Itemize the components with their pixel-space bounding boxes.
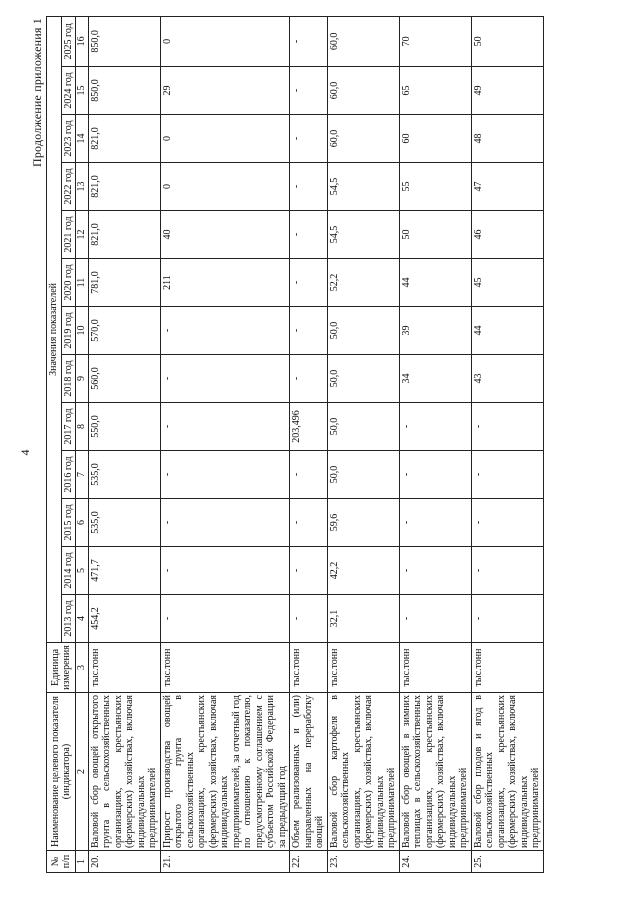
indicator-value: 50,0 <box>327 451 399 499</box>
table-header <box>47 16 89 872</box>
indicator-value: - <box>160 451 290 499</box>
column-number: 14 <box>76 115 89 163</box>
indicator-value: 570,0 <box>88 307 160 355</box>
indicator-value: 65 <box>399 67 471 115</box>
column-number: 5 <box>76 547 89 595</box>
indicator-value: 32,1 <box>327 595 399 643</box>
column-number: 16 <box>76 16 89 66</box>
indicator-value: 0 <box>160 163 290 211</box>
indicator-value: 29 <box>160 67 290 115</box>
indicator-value: 821,0 <box>88 115 160 163</box>
indicator-value: 70 <box>399 16 471 66</box>
indicator-value: - <box>160 355 290 403</box>
indicator-value: 850,0 <box>88 16 160 66</box>
indicator-value: 39 <box>399 307 471 355</box>
indicator-value: - <box>399 547 471 595</box>
indicator-value: - <box>290 499 328 547</box>
header-year: 2013 год <box>61 595 76 643</box>
indicator-value: 50,0 <box>327 403 399 451</box>
indicator-value: 40 <box>160 211 290 259</box>
indicator-value: 42,2 <box>327 547 399 595</box>
indicator-value: - <box>471 451 543 499</box>
indicator-value: 471,7 <box>88 547 160 595</box>
header-year: 2021 год <box>61 211 76 259</box>
indicator-value: 211 <box>160 259 290 307</box>
indicator-unit: тыс.тонн <box>160 643 290 693</box>
indicator-value: 781,0 <box>88 259 160 307</box>
header-year: 2020 год <box>61 259 76 307</box>
header-year: 2015 год <box>61 499 76 547</box>
indicator-value: 60,0 <box>327 16 399 66</box>
column-number: 8 <box>76 403 89 451</box>
header-year: 2022 год <box>61 163 76 211</box>
column-number: 4 <box>76 595 89 643</box>
indicator-value: 60 <box>399 115 471 163</box>
indicator-value: 850,0 <box>88 67 160 115</box>
column-number: 12 <box>76 211 89 259</box>
header-year: 2016 год <box>61 451 76 499</box>
column-number: 3 <box>76 643 89 693</box>
indicator-value: - <box>290 355 328 403</box>
row-number: 23. <box>327 851 399 873</box>
indicator-name: Прирост производства овощей открытого грунта в сельскохозяйственных организациях, крестьянских (фермерских) хозяйствах, включая индивидуальных предпринимателей, за отчетный год по отношению к показателю, предусмотренному соглашением с субъектом Российской Федерации за предыдущий год <box>160 693 290 851</box>
indicator-value: 34 <box>399 355 471 403</box>
indicator-value: - <box>290 259 328 307</box>
indicator-value: - <box>160 547 290 595</box>
indicators-table <box>46 16 544 873</box>
indicator-value: 54,5 <box>327 163 399 211</box>
column-numbers-row <box>76 16 89 872</box>
indicator-value: - <box>160 403 290 451</box>
indicator-value: 60,0 <box>327 115 399 163</box>
header-year: 2018 год <box>61 355 76 403</box>
indicator-value: 44 <box>471 307 543 355</box>
indicator-value: 52,2 <box>327 259 399 307</box>
header-name: Наименование целевого показателя (индикатора) <box>47 693 76 851</box>
indicator-value: - <box>290 67 328 115</box>
header-values-group: Значения показателей <box>47 16 62 642</box>
table-body <box>88 16 543 872</box>
indicator-unit: тыс.тонн <box>471 643 543 693</box>
indicator-value: - <box>399 595 471 643</box>
column-number: 9 <box>76 355 89 403</box>
row-number: 21. <box>160 851 290 873</box>
indicator-value: - <box>160 307 290 355</box>
indicator-value: 550,0 <box>88 403 160 451</box>
column-number: 2 <box>76 693 89 851</box>
indicator-value: 0 <box>160 115 290 163</box>
header-year: 2014 год <box>61 547 76 595</box>
header-year: 2024 год <box>61 67 76 115</box>
indicator-value: - <box>290 115 328 163</box>
indicator-value: - <box>290 307 328 355</box>
row-number: 25. <box>471 851 543 873</box>
indicator-value: 535,0 <box>88 451 160 499</box>
indicator-name: Валовой сбор овощей в зимних теплицах в сельскохозяйственных организациях, крестьянских (фермерских) хозяйствах, включая индивидуальных предпринимателей <box>399 693 471 851</box>
indicator-value: - <box>290 547 328 595</box>
indicator-value: 50,0 <box>327 307 399 355</box>
indicator-value: 49 <box>471 67 543 115</box>
indicator-name: Валовой сбор плодов и ягод в сельскохозяйственных организациях, крестьянских (фермерских) хозяйствах, включая индивидуальных предпринимателей <box>471 693 543 851</box>
indicator-value: 47 <box>471 163 543 211</box>
indicator-value: 50 <box>399 211 471 259</box>
header-year: 2019 год <box>61 307 76 355</box>
column-number: 10 <box>76 307 89 355</box>
indicator-value: 45 <box>471 259 543 307</box>
column-number: 15 <box>76 67 89 115</box>
column-number: 11 <box>76 259 89 307</box>
indicator-value: 50 <box>471 16 543 66</box>
indicator-value: - <box>290 211 328 259</box>
indicator-value: 0 <box>160 16 290 66</box>
indicator-value: 43 <box>471 355 543 403</box>
indicator-value: 50,0 <box>327 355 399 403</box>
indicator-unit: тыс.тонн <box>399 643 471 693</box>
indicator-value: 535,0 <box>88 499 160 547</box>
header-year: 2023 год <box>61 115 76 163</box>
indicator-value: - <box>471 499 543 547</box>
indicator-unit: тыс.тонн <box>290 643 328 693</box>
indicator-unit: тыс.тонн <box>327 643 399 693</box>
indicator-value: - <box>290 595 328 643</box>
indicator-value: - <box>471 595 543 643</box>
indicator-value: 821,0 <box>88 211 160 259</box>
indicator-value: 44 <box>399 259 471 307</box>
table-row <box>327 16 399 872</box>
indicator-value: - <box>399 499 471 547</box>
column-number: 1 <box>76 851 89 873</box>
indicator-value: 821,0 <box>88 163 160 211</box>
table-row <box>160 16 290 872</box>
indicator-value: 46 <box>471 211 543 259</box>
indicator-value: - <box>290 163 328 211</box>
table-row <box>290 16 328 872</box>
row-number: 20. <box>88 851 160 873</box>
indicator-value: 454,2 <box>88 595 160 643</box>
indicator-value: 54,5 <box>327 211 399 259</box>
indicator-value: 560,0 <box>88 355 160 403</box>
indicator-value: - <box>399 451 471 499</box>
indicator-name: Объем реализованных и (или) направленных на переработку овощей <box>290 693 328 851</box>
indicator-value: 60,0 <box>327 67 399 115</box>
indicator-value: - <box>160 499 290 547</box>
indicator-value: 59,6 <box>327 499 399 547</box>
appendix-continuation-label: Продолжение приложения 1 <box>30 18 44 168</box>
header-unit: Единица измерения <box>47 643 76 693</box>
column-number: 13 <box>76 163 89 211</box>
table-row <box>471 16 543 872</box>
column-number: 7 <box>76 451 89 499</box>
indicator-value: 48 <box>471 115 543 163</box>
indicator-value: - <box>160 595 290 643</box>
indicator-value: - <box>290 451 328 499</box>
indicator-value: - <box>471 547 543 595</box>
indicator-name: Валовой сбор картофеля в сельскохозяйственных организациях, крестьянских (фермерских) хозяйствах, включая индивидуальных предпринимателей <box>327 693 399 851</box>
page-number: 4 <box>18 449 32 456</box>
indicator-value: 55 <box>399 163 471 211</box>
table-row <box>399 16 471 872</box>
column-number: 6 <box>76 499 89 547</box>
header-num: № п/п <box>47 851 76 873</box>
indicator-value: - <box>471 403 543 451</box>
header-year: 2025 год <box>61 16 76 66</box>
row-number: 24. <box>399 851 471 873</box>
indicator-value: 203,496 <box>290 403 328 451</box>
indicator-unit: тыс.тонн <box>88 643 160 693</box>
table-row <box>88 16 160 872</box>
row-number: 22. <box>290 851 328 873</box>
indicator-value: - <box>399 403 471 451</box>
indicator-value: - <box>290 16 328 66</box>
indicator-name: Валовой сбор овощей открытого грунта в сельскохозяйственных организациях, крестьянских (фермерских) хозяйствах, включая индивидуальных предпринимателей <box>88 693 160 851</box>
header-year: 2017 год <box>61 403 76 451</box>
